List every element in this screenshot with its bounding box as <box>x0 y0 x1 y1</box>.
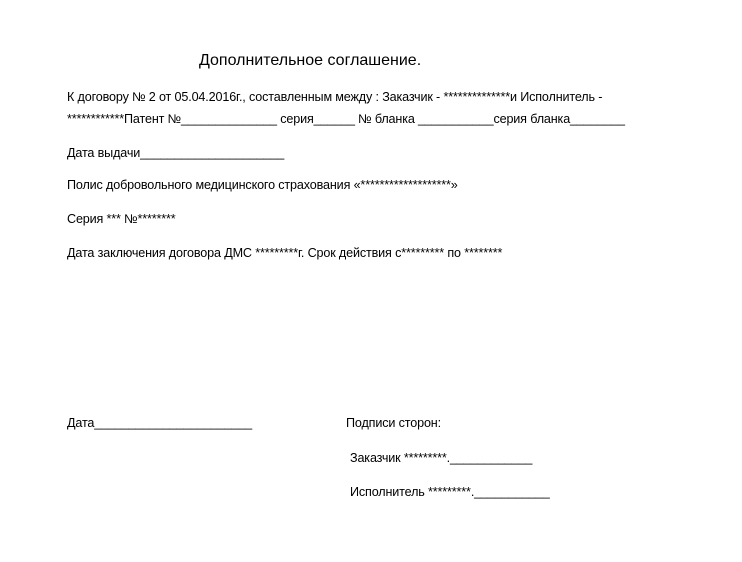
patent-details-line: ************Патент №______________ серия______ № бланка ___________серия бланка________ <box>67 112 625 126</box>
footer-date-line: Дата_______________________ <box>67 416 252 430</box>
issue-date-line: Дата выдачи_____________________ <box>67 146 285 160</box>
document-title: Дополнительное соглашение. <box>199 52 422 69</box>
policy-series-line: Серия *** №******** <box>67 212 176 226</box>
customer-signature-line: Заказчик *********.____________ <box>350 451 533 465</box>
signatures-heading: Подписи сторон: <box>346 416 441 430</box>
insurance-policy-line: Полис добровольного медицинского страхования «*******************» <box>67 178 458 192</box>
dms-contract-date-line: Дата заключения договора ДМС *********г. Срок действия с********* по ******** <box>67 246 503 260</box>
contractor-signature-line: Исполнитель *********.___________ <box>350 485 550 499</box>
contract-reference-line: К договору № 2 от 05.04.2016г., составленным между : Заказчик - **************и Исполнитель - <box>67 90 603 104</box>
